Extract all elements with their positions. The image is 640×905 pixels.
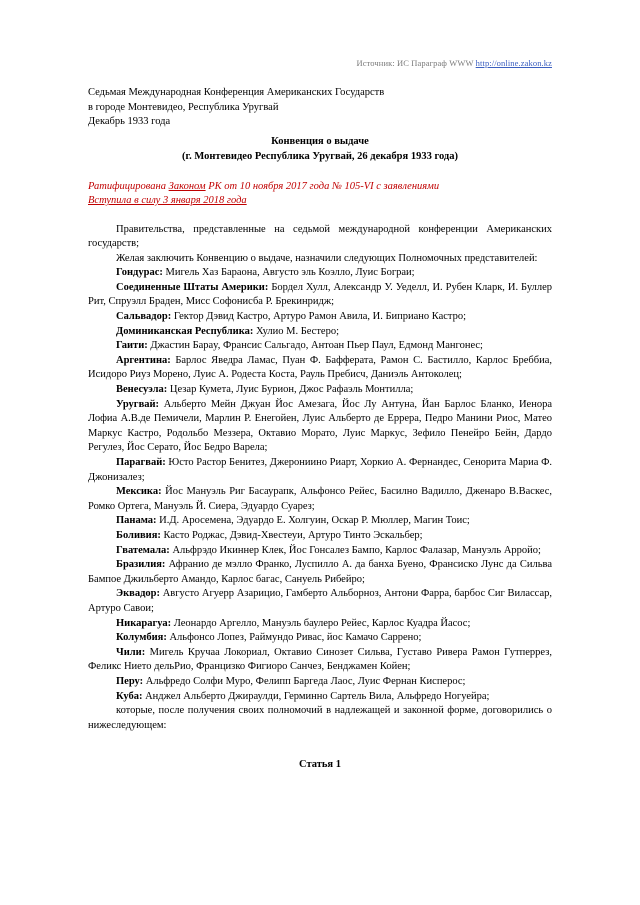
delegation-entry [88,383,552,398]
delegation-names: Августо Агуерр Азарицио, Гамберто Альборноз, Антони Фарра, барбос Сиг Вилассар, Артуро Савои; [88,588,552,614]
delegation-names: Мигель Хаз Бараона, Августо эль Коэлло, Луис Бограи; [162,267,415,279]
delegation-names: Йос Мануэль Риг Басаурапк, Альфонсо Рейес, Басилно Вадилло, Дженаро В.Васкес, Ромко Ортега, Мануэль Й. Сиера, Эдуардо Суарез; [88,486,552,512]
delegation-names: Бордел Хулл, Александр У. Уеделл, И. Рубен Кларк, И. Буллер Рит, Спруэлл Браден, Мисс Софонисба Р. Брекинридж; [88,281,553,308]
delegation-country: Гватемала: [116,544,170,556]
delegation-entry [88,354,552,383]
delegation-entry [88,675,552,690]
delegation-names: И.Д. Аросемена, Эдуардо Е. Холгуин, Оскар Р. Мюллер, Магин Тоис; [156,515,470,527]
title-subtitle: (г. Монтевидео Республика Уругвай, 26 декабря 1933 года) [182,150,458,162]
source-prefix: Источник: ИС Параграф WWW [356,58,476,68]
delegation-names: Афранио де мэлло Франко, Луспилло А. да банха Буено, Франсиско Лунс да Сильва Бампое Джильберто Амандо, Карлос багас, Сануель Рибейро; [88,559,552,585]
document-title [88,134,552,164]
delegation-entry [88,529,552,544]
delegation-country: Аргентина: [116,354,171,366]
delegation-names: Юсто Растор Бенитез, Джерониино Риарт, Хоркио А. Фернандес, Сенорита Мариа Ф. Джонизалез; [88,457,552,483]
source-attribution [88,58,552,68]
delegation-country: Перу: [116,675,144,687]
title-main: Конвенция о выдаче [271,135,369,147]
intro-paragraph-1: Правительства, представленные на седьмой международной конференции Американских государств; [88,223,552,250]
delegation-entry [88,339,552,354]
delegation-entry [88,631,552,646]
delegation-country: Боливия: [116,529,161,541]
delegation-names: Хулио М. Бестеро; [253,325,339,337]
ratification-law-link[interactable]: Законом [168,180,206,192]
delegation-names: Джастин Бараy, Франсис Сальгадо, Антоан Пьер Паул, Едмонд Мангонес; [147,340,483,352]
entry-into-force: Вступила в силу 3 января 2018 года [88,195,247,206]
delegation-country: Доминиканская Республика: [116,325,254,337]
delegation-country: Бразилия: [116,559,166,571]
delegation-entry [88,398,552,456]
delegation-names: Мигель Кручаа Локориал, Октавио Синозет Сильва, Густаво Ривера Рамон Гутперрез, Феликс Нието дельРио, Францизко Фигиоро Санчез, Бенджамен Койен; [88,646,552,673]
delegation-names: Анджел Альберто Джираулди, Герминно Сартель Вила, Альфредо Ногуейра; [142,690,490,702]
delegation-country: Парагвай: [116,457,166,468]
ratification-prefix: Ратифицирована [88,180,169,192]
ratification-note [88,180,552,209]
delegation-entry [88,325,552,340]
delegation-country: Гондурас: [116,267,163,279]
delegation-country: Панама: [116,515,157,527]
intro-paragraph-2: Желая заключить Конвенцию о выдаче, назначили следующих Полномочных представителей: [116,252,538,264]
delegation-entry [88,544,552,559]
delegation-entry [88,485,552,514]
article-heading: Статья 1 [299,759,341,771]
delegation-entry [88,456,552,485]
delegation-entry [88,310,552,325]
delegation-entry [88,617,552,632]
delegation-country: Чили: [116,646,146,658]
header-line-1: Седьмая Международная Конференция Американских Государств [88,87,385,98]
document-header [88,86,552,130]
delegation-country: Никарагуа: [116,617,172,629]
delegation-names: Леонардо Аргелло, Мануэль баулеро Рейес, Карлос Куадра Йасос; [171,617,471,629]
delegation-names: Касто Роджас, Дэвид-Хвестеуи, Артуро Тинто Эскальбер; [160,529,423,541]
delegation-entry [88,266,552,281]
delegation-country: Куба: [116,690,143,702]
delegation-country: Венесуэла: [116,384,168,396]
delegation-country: Эквадор: [116,588,160,600]
header-line-3: Декабрь 1933 года [88,116,171,127]
delegation-names: Альберто Мейн Джуан Йос Амезага, Йос Лу Антуна, Йан Барлос Бланко, Иенора Лофиа А.В.де Пемичели, Марлин Р. Енегойен, Луис Альберто де Еррера, Педро Манини Риос, Матео Маркус Кастро, Родольбо Меззера, Октавио Морато, Луис Маркус, Зефило Пенейро Бейн, Дардо Регулез, Йос Серато, Йос Бедро Варела; [88,398,552,454]
header-line-2: в городе Монтевидео, Республика Уругвай [88,101,279,113]
delegation-country: Колумбия: [116,632,167,644]
delegation-entry [88,690,552,705]
delegation-names: Альфрэдо Икиннер Клек, Йос Гонсалез Бампо, Карлос Фалазар, Мануэль Арройо; [169,544,541,556]
delegation-names: Альфредо Солфи Муро, Фелипп Баргеда Лаос, Луис Фернан Кисперос; [143,675,466,687]
delegation-names: Барлос Яведра Ламас, Пуан Ф. Бафферата, Рамон С. Бастилло, Карлос Бреббиа, Исидоро Риуз Морено, Луис А. Родеста Коста, Рауль Пребисч, Даниэль Антоколец; [88,354,552,381]
delegation-entry [88,281,552,310]
closing-paragraph: которые, после получения своих полномочий в надлежащей и законной форме, договорились о нижеследующем: [88,705,552,731]
delegation-country: Гаити: [116,340,148,352]
delegation-entry [88,514,552,529]
delegation-entry [88,558,552,587]
delegation-country: Мексика: [116,486,162,498]
delegation-names: Цезар Кумета, Луис Бурион, Джос Рафаэль Монтилла; [167,384,414,396]
delegation-names: Гектор Дэвид Кастро, Артуро Рамон Авила, И. Биприано Кастро; [171,311,467,323]
source-link[interactable]: http://online.zakon.kz [475,58,552,68]
delegation-entry [88,587,552,616]
delegation-names: Альфонсо Лопез, Раймундо Ривас, йос Камачо Саррено; [166,632,422,644]
delegation-entry [88,646,552,675]
delegation-country: Соединенные Штаты Америки: [116,281,269,293]
delegation-country: Сальвадор: [116,311,172,323]
delegation-country: Уругвай: [116,398,160,410]
ratification-suffix: РК от 10 ноября 2017 года № 105-VI с заявлениями [205,180,440,192]
